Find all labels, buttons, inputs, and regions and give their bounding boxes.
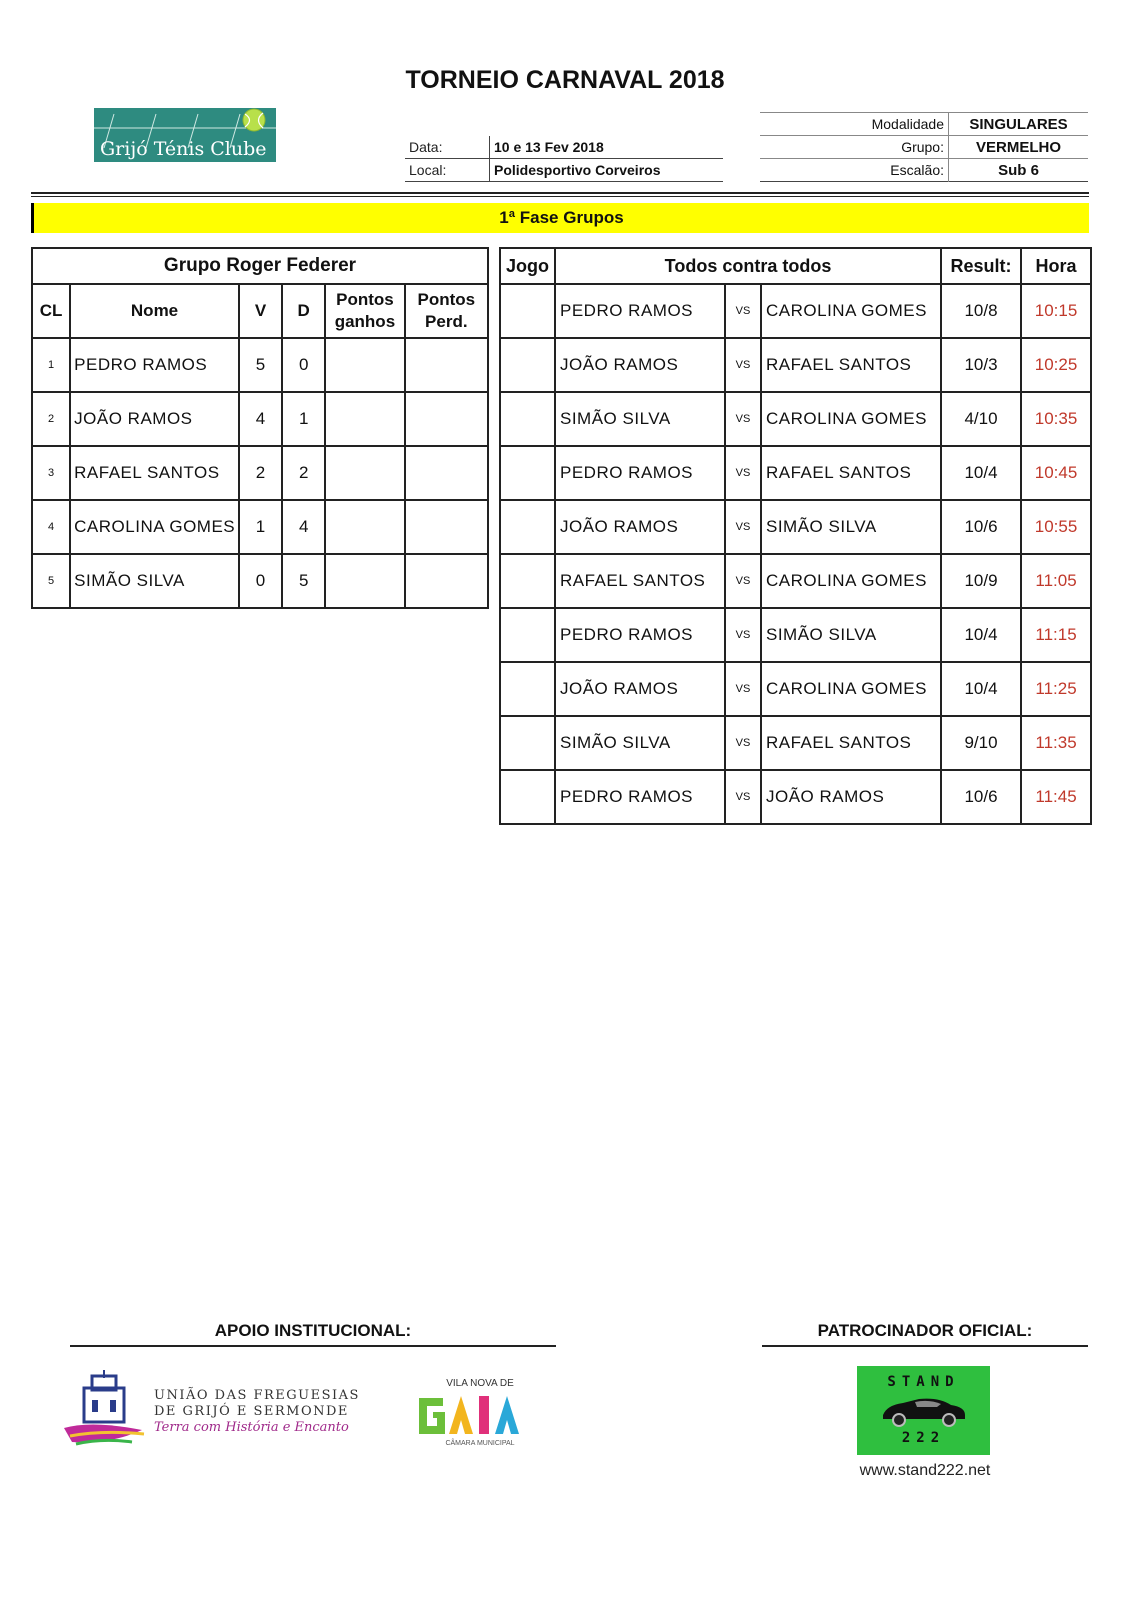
match-time: 10:15 (1021, 284, 1091, 338)
player-1: PEDRO RAMOS (555, 770, 725, 824)
losses-cell: 0 (282, 338, 325, 392)
match-row (500, 392, 1091, 446)
player-1: RAFAEL SANTOS (555, 554, 725, 608)
header-result: Result: (941, 248, 1021, 284)
player-name: JOÃO RAMOS (70, 392, 239, 446)
gaia-bottom-text: CÂMARA MUNICIPAL (445, 1440, 515, 1447)
matches-header-row (500, 248, 1091, 284)
header-todos-contra-todos: Todos contra todos (555, 248, 941, 284)
match-result: 10/4 (941, 608, 1021, 662)
header-divider (31, 192, 1089, 194)
player-1: PEDRO RAMOS (555, 284, 725, 338)
losses-cell: 4 (282, 500, 325, 554)
event-info-left (405, 136, 723, 182)
wins-cell: 2 (239, 446, 282, 500)
vs-label: VS (725, 392, 761, 446)
match-time: 10:45 (1021, 446, 1091, 500)
losses-cell: 1 (282, 392, 325, 446)
match-row (500, 770, 1091, 824)
match-time: 11:45 (1021, 770, 1091, 824)
uniao-freguesias-logo (62, 1370, 360, 1450)
wins-cell: 1 (239, 500, 282, 554)
header-nome: Nome (70, 284, 239, 338)
info-value: SINGULARES (969, 115, 1068, 133)
match-number (500, 716, 555, 770)
losses-cell: 2 (282, 446, 325, 500)
info-row-grupo (760, 136, 1088, 159)
player-1: PEDRO RAMOS (555, 608, 725, 662)
player-2: CAROLINA GOMES (761, 554, 941, 608)
car-icon (879, 1393, 969, 1427)
player-name: RAFAEL SANTOS (70, 446, 239, 500)
points-won-cell (325, 500, 404, 554)
info-label: Grupo: (760, 136, 949, 159)
match-row (500, 500, 1091, 554)
losses-cell: 5 (282, 554, 325, 608)
header-pontos-perd: Pontos Perd. (405, 284, 488, 338)
vs-label: VS (725, 500, 761, 554)
table-row (32, 392, 488, 446)
player-1: JOÃO RAMOS (555, 500, 725, 554)
standings-header-row (32, 284, 488, 338)
vs-label: VS (725, 446, 761, 500)
match-row (500, 446, 1091, 500)
table-row (32, 446, 488, 500)
match-time: 11:05 (1021, 554, 1091, 608)
match-time: 10:25 (1021, 338, 1091, 392)
church-emblem-icon (62, 1370, 152, 1450)
table-row (32, 338, 488, 392)
points-lost-cell (405, 338, 488, 392)
match-time: 10:35 (1021, 392, 1091, 446)
points-lost-cell (405, 554, 488, 608)
gaia-logo (415, 1378, 545, 1450)
match-result: 10/9 (941, 554, 1021, 608)
standings-table (31, 247, 489, 609)
stand-number: 222 (901, 1430, 946, 1446)
info-row-escalao (760, 159, 1088, 182)
match-result: 10/6 (941, 770, 1021, 824)
player-1: SIMÃO SILVA (555, 392, 725, 446)
phase-banner: 1ª Fase Grupos (31, 203, 1089, 233)
info-value: VERMELHO (975, 138, 1061, 156)
match-row (500, 716, 1091, 770)
match-result: 10/6 (941, 500, 1021, 554)
club-logo (94, 108, 276, 162)
points-won-cell (325, 338, 404, 392)
wins-cell: 0 (239, 554, 282, 608)
gaia-top-text: VILA NOVA DE (446, 1378, 514, 1389)
info-label: Modalidade (760, 113, 949, 136)
apoio-heading: APOIO INSTITUCIONAL: (214, 1321, 412, 1340)
player-2: SIMÃO SILVA (761, 500, 941, 554)
header-cl: CL (32, 284, 70, 338)
header-divider (31, 196, 1089, 197)
info-label: Local: (405, 159, 490, 182)
match-number (500, 554, 555, 608)
player-1: PEDRO RAMOS (555, 446, 725, 500)
player-1: JOÃO RAMOS (555, 338, 725, 392)
player-2: CAROLINA GOMES (761, 284, 941, 338)
patrocinador-heading: PATROCINADOR OFICIAL: (817, 1321, 1033, 1340)
player-2: SIMÃO SILVA (761, 608, 941, 662)
rank-cell: 5 (32, 554, 70, 608)
info-value: 10 e 13 Fev 2018 (494, 139, 604, 155)
player-2: CAROLINA GOMES (761, 662, 941, 716)
player-name: PEDRO RAMOS (70, 338, 239, 392)
vs-label: VS (725, 716, 761, 770)
rank-cell: 3 (32, 446, 70, 500)
match-row (500, 608, 1091, 662)
player-2: JOÃO RAMOS (761, 770, 941, 824)
match-number (500, 284, 555, 338)
player-2: RAFAEL SANTOS (761, 716, 941, 770)
match-time: 10:55 (1021, 500, 1091, 554)
info-row-date (405, 136, 723, 159)
match-time: 11:15 (1021, 608, 1091, 662)
rank-cell: 2 (32, 392, 70, 446)
header-pontos-ganhos: Pontos ganhos (325, 284, 404, 338)
header-v: V (239, 284, 282, 338)
match-time: 11:25 (1021, 662, 1091, 716)
matches-table (499, 247, 1092, 825)
player-name: SIMÃO SILVA (70, 554, 239, 608)
player-2: CAROLINA GOMES (761, 392, 941, 446)
points-lost-cell (405, 500, 488, 554)
match-result: 10/4 (941, 446, 1021, 500)
vs-label: VS (725, 554, 761, 608)
match-result: 9/10 (941, 716, 1021, 770)
match-time: 11:35 (1021, 716, 1091, 770)
vs-label: VS (725, 662, 761, 716)
match-result: 4/10 (941, 392, 1021, 446)
uniao-line-1: UNIÃO DAS FREGUESIAS (154, 1388, 360, 1403)
rank-cell: 1 (32, 338, 70, 392)
stand-text: STAND (887, 1374, 960, 1390)
player-1: JOÃO RAMOS (555, 662, 725, 716)
vs-label: VS (725, 770, 761, 824)
info-row-modalidade (760, 113, 1088, 136)
info-row-location (405, 159, 723, 182)
player-name: CAROLINA GOMES (70, 500, 239, 554)
header-jogo: Jogo (500, 248, 555, 284)
vs-label: VS (725, 338, 761, 392)
match-number (500, 392, 555, 446)
match-row (500, 554, 1091, 608)
logo-text: Grijó Ténis Clube (100, 138, 267, 160)
gaia-wordmark-icon (415, 1392, 545, 1438)
player-2: RAFAEL SANTOS (761, 338, 941, 392)
points-lost-cell (405, 446, 488, 500)
uniao-line-2: DE GRIJÓ E SERMONDE (154, 1404, 349, 1419)
header-hora: Hora (1021, 248, 1091, 284)
wins-cell: 5 (239, 338, 282, 392)
match-result: 10/8 (941, 284, 1021, 338)
wins-cell: 4 (239, 392, 282, 446)
group-title-row (32, 248, 488, 284)
match-number (500, 608, 555, 662)
event-info-right (760, 112, 1088, 182)
vs-label: VS (725, 608, 761, 662)
match-number (500, 446, 555, 500)
apoio-underline (70, 1345, 556, 1347)
table-row (32, 500, 488, 554)
match-row (500, 284, 1091, 338)
points-won-cell (325, 392, 404, 446)
points-lost-cell (405, 392, 488, 446)
patrocinador-underline (762, 1345, 1088, 1347)
match-number (500, 770, 555, 824)
info-label: Escalão: (760, 159, 949, 182)
group-title: Grupo Roger Federer (32, 248, 488, 284)
match-number (500, 662, 555, 716)
info-value: Sub 6 (998, 161, 1039, 179)
match-row (500, 662, 1091, 716)
match-number (500, 500, 555, 554)
header-d: D (282, 284, 325, 338)
points-won-cell (325, 554, 404, 608)
info-label: Data: (405, 136, 490, 159)
sponsor-url: www.stand222.net (859, 1462, 991, 1479)
page-title: TORNEIO CARNAVAL 2018 (405, 66, 725, 94)
points-won-cell (325, 446, 404, 500)
match-row (500, 338, 1091, 392)
match-result: 10/4 (941, 662, 1021, 716)
table-row (32, 554, 488, 608)
match-number (500, 338, 555, 392)
info-value: Polidesportivo Corveiros (494, 162, 661, 178)
match-result: 10/3 (941, 338, 1021, 392)
vs-label: VS (725, 284, 761, 338)
player-2: RAFAEL SANTOS (761, 446, 941, 500)
uniao-tagline: Terra com História e Encanto (154, 1420, 349, 1435)
player-1: SIMÃO SILVA (555, 716, 725, 770)
rank-cell: 4 (32, 500, 70, 554)
stand222-logo (857, 1366, 990, 1455)
